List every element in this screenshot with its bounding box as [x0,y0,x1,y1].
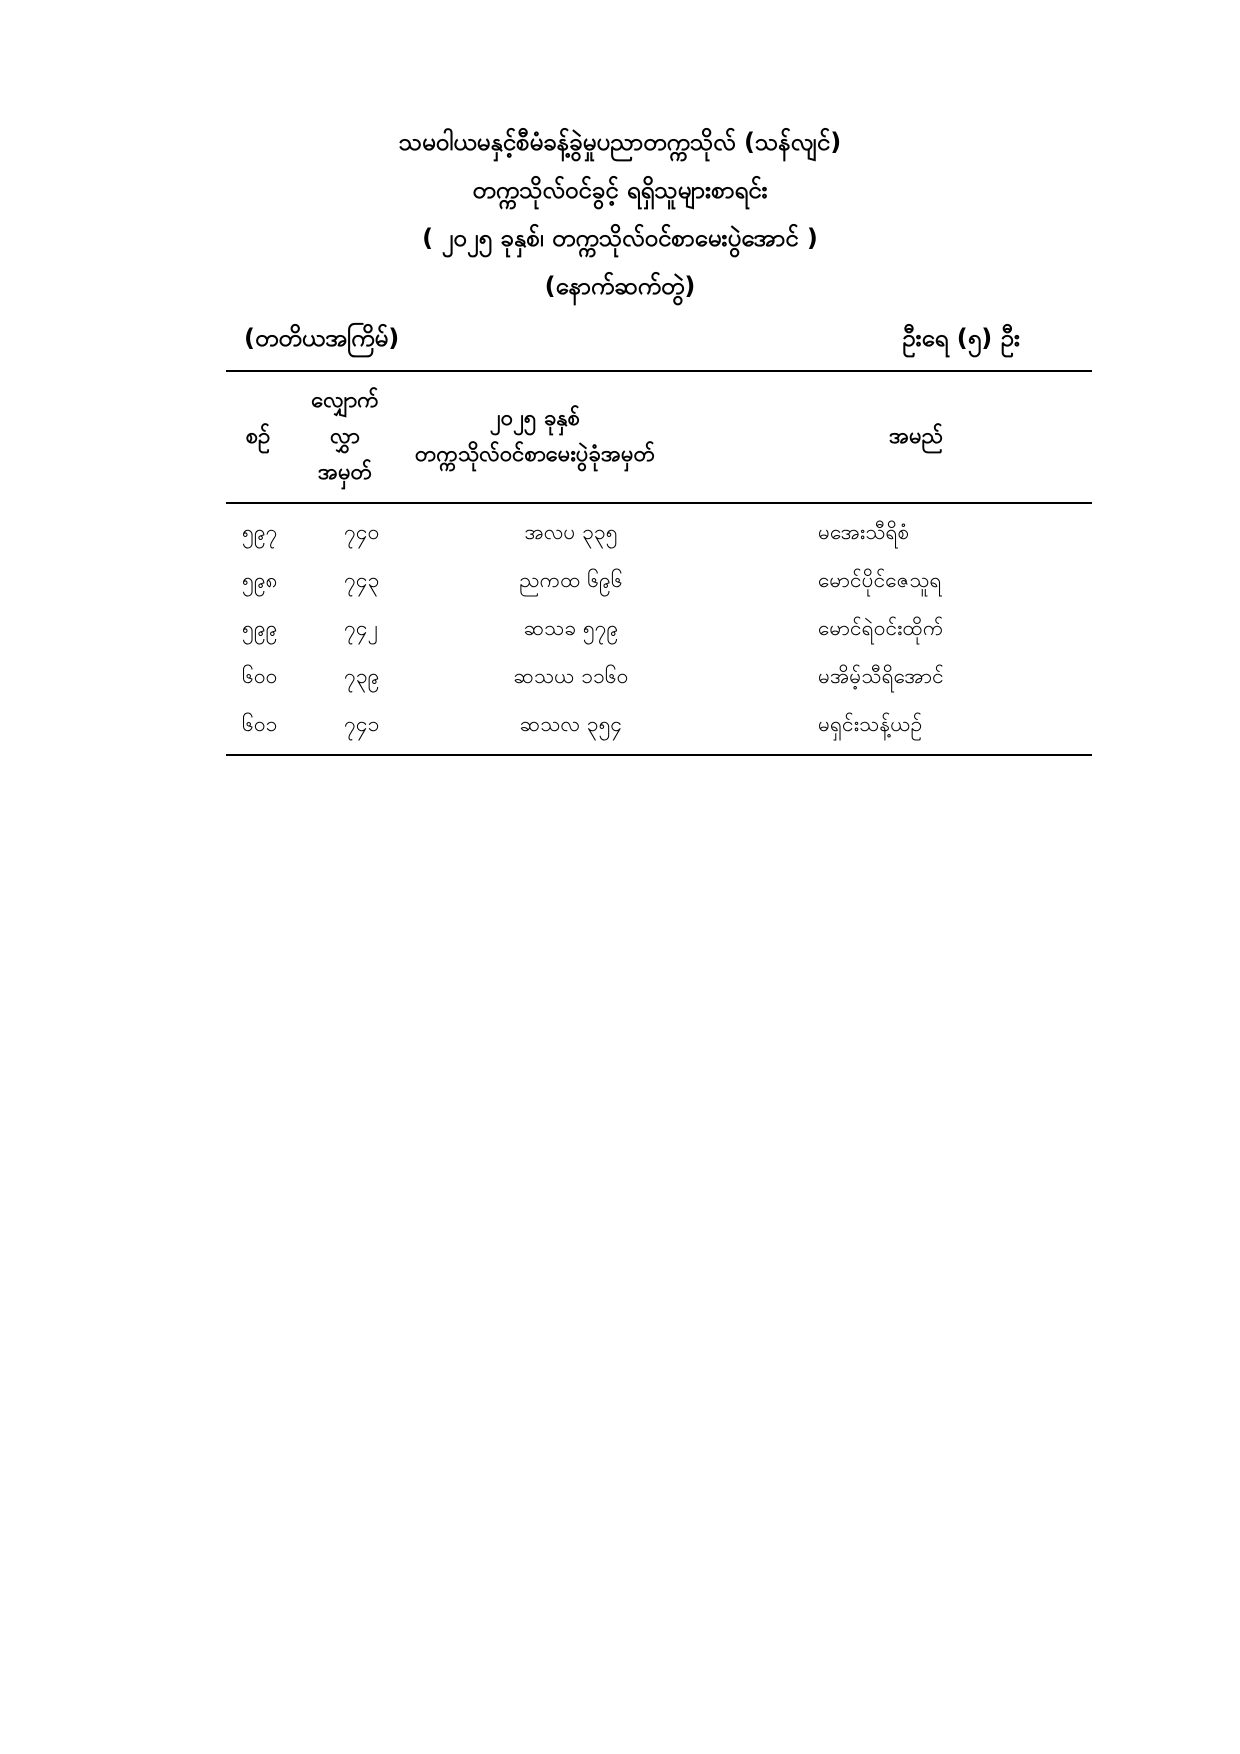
cell-serial: ၅၉၈ [242,568,278,592]
header-exam-no: ၂၀၂၅ ခုနှစ် တက္ကသိုလ်ဝင်စာမေးပွဲခုံအမှတ် [414,406,656,467]
cell-application-no: ၇၄၁ [344,712,380,736]
cell-name: မအေးသီရိစံ [818,520,910,544]
cell-exam-no: ဆသယ ၁၁၆၀ [513,664,629,688]
table-row [226,556,1092,604]
cell-name: မောင်ရဲဝင်းထိုက် [818,616,944,640]
cell-name: မောင်ပိုင်ဇေသူရ [818,568,942,592]
cell-application-no: ၇၄၀ [344,520,380,544]
title-supplement: (နောက်ဆက်တွဲ) [544,272,696,300]
list-subheader [244,318,1020,358]
table-row [226,508,1092,556]
admission-table [226,370,1092,756]
table-row [226,604,1092,652]
cell-exam-no: ဆသခ ၅၇၉ [523,616,619,640]
cell-application-no: ၇၄၃ [344,568,380,592]
cell-name: မရှင်းသန့်ယဉ် [818,712,923,736]
table-row [226,652,1092,700]
cell-application-no: ၇၃၉ [344,664,380,688]
header-serial: စဉ် [245,424,271,449]
title-admission-list: တက္ကသိုလ်ဝင်ခွင့် ရရှိသူများစာရင်း [472,176,768,204]
table-header [226,372,1092,504]
table-body [226,504,1092,754]
cell-application-no: ၇၄၂ [344,616,378,640]
cell-serial: ၆၀၁ [242,712,278,736]
cell-exam-no: အလပ ၃၃၅ [524,520,618,544]
cell-serial: ၅၉၉ [242,616,278,640]
cell-serial: ၆၀၀ [242,664,278,688]
header-application-no: လျှောက် လွှာ အမှတ် [311,388,379,485]
cell-exam-no: ညကထ ၆၉၆ [519,568,623,592]
cell-exam-no: ဆသလ ၃၅၄ [519,712,623,736]
header-name: အမည် [888,424,944,449]
round-label: (တတိယအကြိမ်) [244,324,400,352]
table-row [226,700,1092,748]
total-count: ဦးရေ (၅) ဦး [902,324,1020,352]
title-exam-year: ( ၂၀၂၅ ခုနှစ်၊ တက္ကသိုလ်ဝင်စာမေးပွဲအောင် ) [422,224,818,252]
cell-serial: ၅၉၇ [242,520,278,544]
title-university: သမဝါယမနှင့်စီမံခန့်ခွဲမှုပညာတက္ကသိုလ် (သန်လျင်) [398,128,842,156]
cell-name: မအိမ့်သီရိအောင် [818,664,944,688]
document-title [0,118,1240,310]
